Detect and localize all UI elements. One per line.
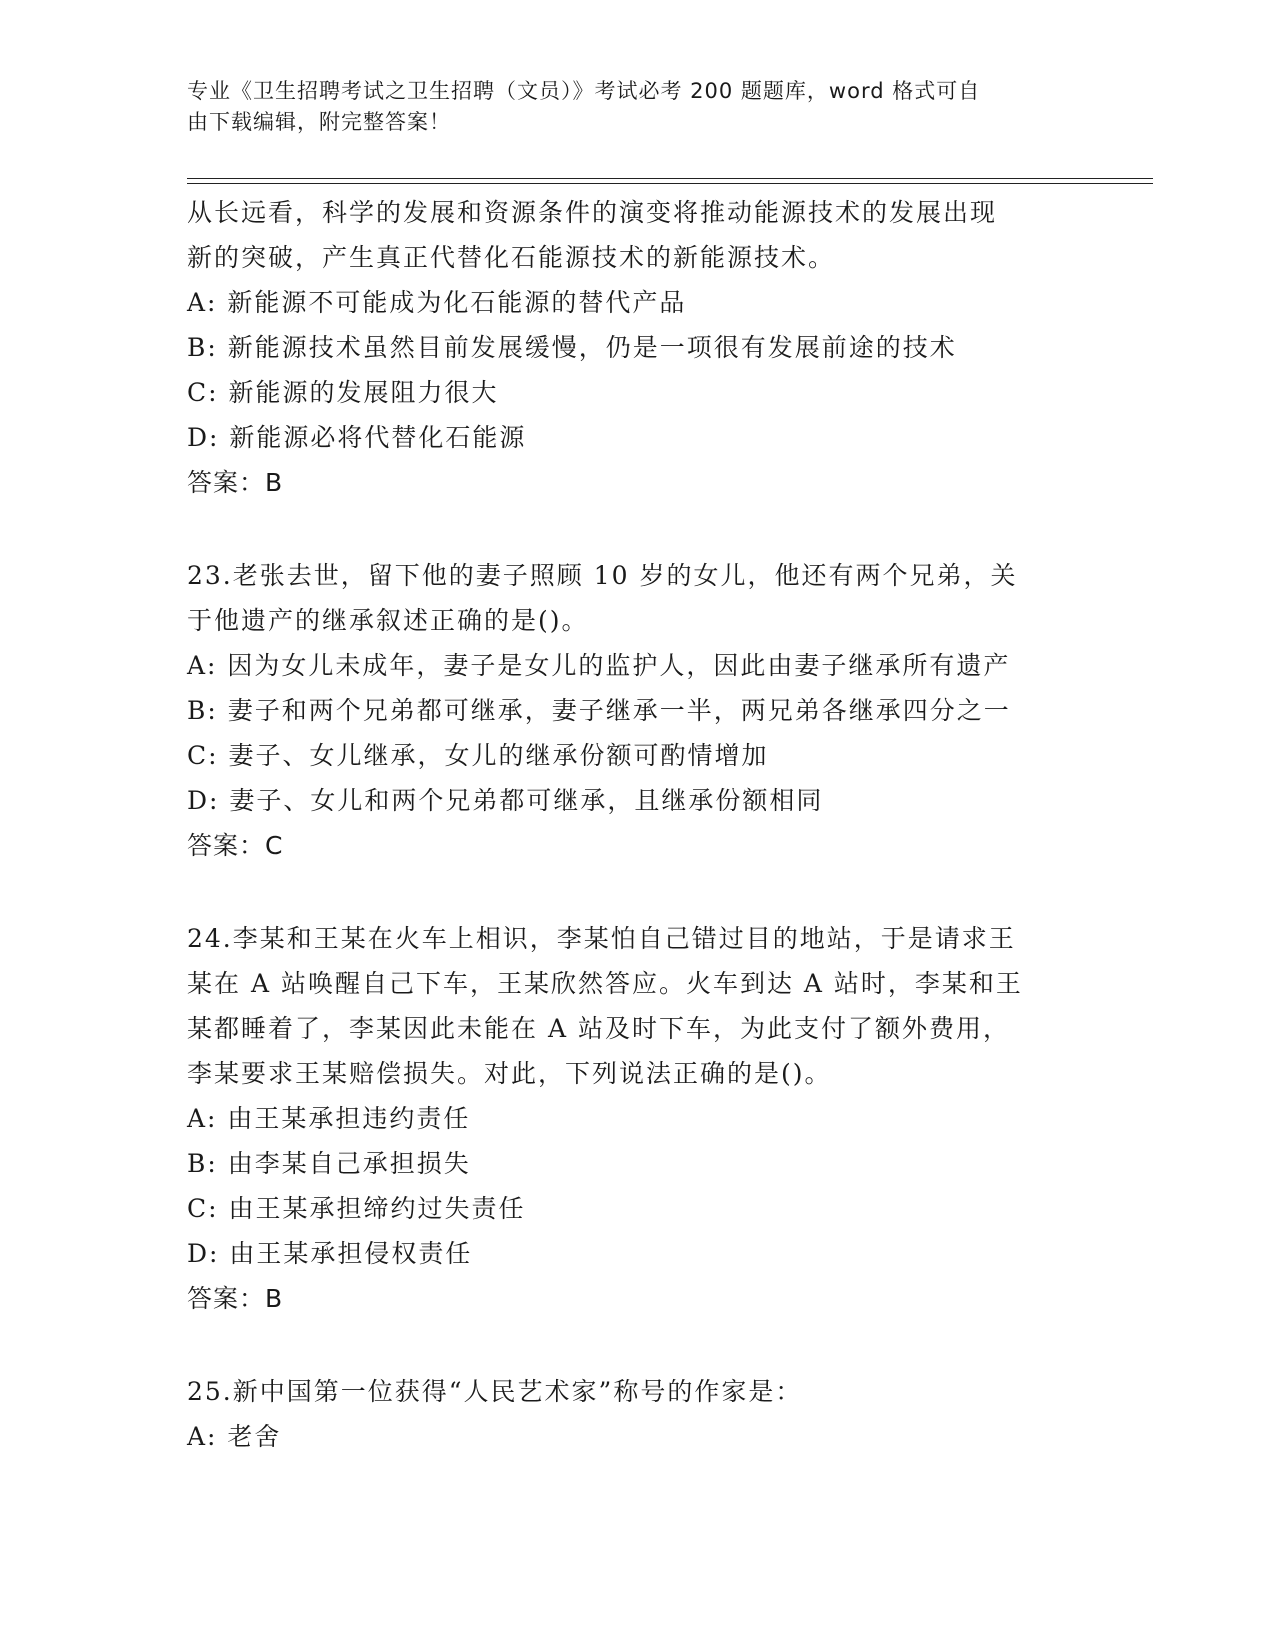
option-a: A: 因为女儿未成年，妻子是女儿的监护人，因此由妻子继承所有遗产 [187, 651, 1011, 680]
answer-line: 答案：C [187, 831, 284, 860]
option-d: D: 妻子、女儿和两个兄弟都可继承，且继承份额相同 [187, 786, 824, 815]
question-text-line: 于他遗产的继承叙述正确的是()。 [187, 606, 589, 635]
option-b: B: 妻子和两个兄弟都可继承，妻子继承一半，两兄弟各继承四分之一 [187, 696, 1011, 725]
question-block [187, 553, 1087, 868]
question-text-line: 新的突破，产生真正代替化石能源技术的新能源技术。 [187, 243, 836, 272]
question-list [187, 190, 1087, 1459]
question-text-line: 某都睡着了，李某因此未能在 A 站及时下车，为此支付了额外费用， [187, 1014, 1010, 1043]
option-a: A: 新能源不可能成为化石能源的替代产品 [187, 288, 687, 317]
question-text-line: 23.老张去世，留下他的妻子照顾 10 岁的女儿，他还有两个兄弟，关 [187, 561, 1018, 590]
option-c: C: 妻子、女儿继承，女儿的继承份额可酌情增加 [187, 741, 769, 770]
header-divider-top [187, 178, 1153, 179]
answer-line: 答案：B [187, 468, 284, 497]
header-divider-bottom [187, 183, 1153, 184]
option-c: C: 新能源的发展阻力很大 [187, 378, 499, 407]
option-d: D: 新能源必将代替化石能源 [187, 423, 527, 452]
question-block [187, 916, 1087, 1321]
question-block [187, 190, 1087, 505]
question-text-line: 从长远看，科学的发展和资源条件的演变将推动能源技术的发展出现 [187, 198, 998, 227]
question-block [187, 1369, 1087, 1459]
option-c: C: 由王某承担缔约过失责任 [187, 1194, 526, 1223]
answer-line: 答案：B [187, 1284, 284, 1313]
option-a: A: 老舍 [187, 1422, 282, 1451]
option-d: D: 由王某承担侵权责任 [187, 1239, 473, 1268]
document-header [187, 76, 1067, 138]
header-line-2: 由下载编辑，附完整答案！ [187, 110, 451, 134]
question-text-line: 25.新中国第一位获得“人民艺术家”称号的作家是： [187, 1377, 803, 1406]
question-text-line: 24.李某和王某在火车上相识，李某怕自己错过目的地站，于是请求王 [187, 924, 1016, 953]
option-a: A: 由王某承担违约责任 [187, 1104, 471, 1133]
question-text-line: 李某要求王某赔偿损失。对此，下列说法正确的是()。 [187, 1059, 832, 1088]
option-b: B: 由李某自己承担损失 [187, 1149, 471, 1178]
option-b: B: 新能源技术虽然目前发展缓慢，仍是一项很有发展前途的技术 [187, 333, 957, 362]
question-text-line: 某在 A 站唤醒自己下车，王某欣然答应。火车到达 A 站时，李某和王 [187, 969, 1023, 998]
header-line-1: 专业《卫生招聘考试之卫生招聘（文员）》考试必考 200 题题库，word 格式可自 [187, 79, 981, 103]
